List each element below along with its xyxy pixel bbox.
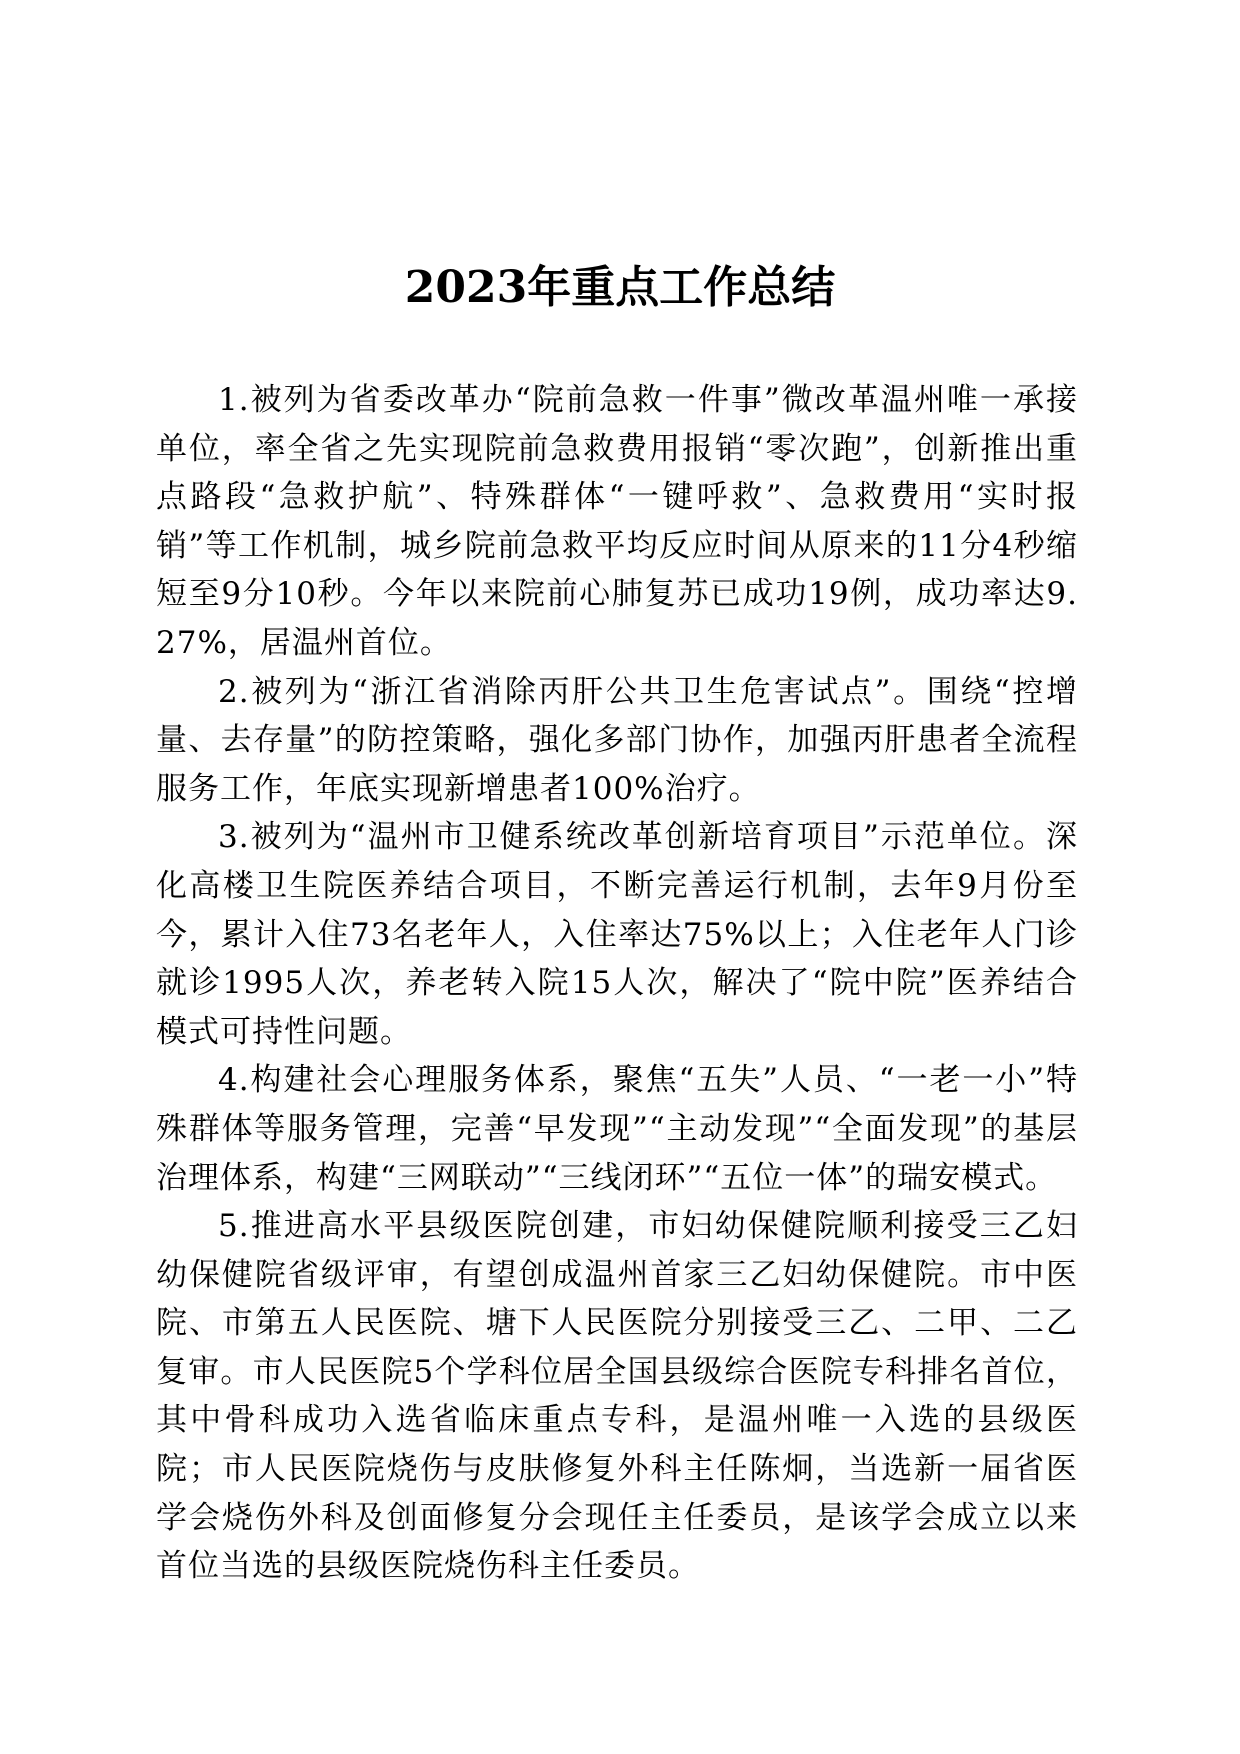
paragraph-3: 3.被列为“温州市卫健系统改革创新培育项目”示范单位。深化高楼卫生院医养结合项目，不断完善运行机制，去年9月份至今，累计入住73名老年人，入住率达75%以上；入住老年人门诊就诊1995人次，养老转入院15人次，解决了“院中院”医养结合模式可持性问题。 — [156, 819, 1078, 1050]
document-body — [156, 376, 1078, 1591]
paragraph-2: 2.被列为“浙江省消除丙肝公共卫生危害试点”。围绕“控增量、去存量”的防控策略，强化多部门协作，加强丙肝患者全流程服务工作，年底实现新增患者100%治疗。 — [156, 673, 1078, 807]
paragraph-4: 4.构建社会心理服务体系，聚焦“五失”人员、“一老一小”特殊群体等服务管理，完善“早发现”“主动发现”“全面发现”的基层治理体系，构建“三网联动”“三线闭环”“五位一体”的瑞安模式。 — [156, 1062, 1078, 1196]
paragraph-5: 5.推进高水平县级医院创建，市妇幼保健院顺利接受三乙妇幼保健院省级评审，有望创成温州首家三乙妇幼保健院。市中医院、市第五人民医院、塘下人民医院分别接受三乙、二甲、二乙复审。市人民医院5个学科位居全国县级综合医院专科排名首位，其中骨科成功入选省临床重点专科，是温州唯一入选的县级医院；市人民医院烧伤与皮肤修复外科主任陈炯，当选新一届省医学会烧伤外科及创面修复分会现任主任委员，是该学会成立以来首位当选的县级医院烧伤科主任委员。 — [156, 1208, 1078, 1585]
document-title: 2023年重点工作总结 — [404, 262, 836, 313]
paragraph-1: 1.被列为省委改革办“院前急救一件事”微改革温州唯一承接单位，率全省之先实现院前急救费用报销“零次跑”，创新推出重点路段“急救护航”、特殊群体“一键呼救”、急救费用“实时报销”等工作机制，城乡院前急救平均反应时间从原来的11分4秒缩短至9分10秒。今年以来院前心肺复苏已成功19例，成功率达9.27%，居温州首位。 — [156, 382, 1078, 661]
